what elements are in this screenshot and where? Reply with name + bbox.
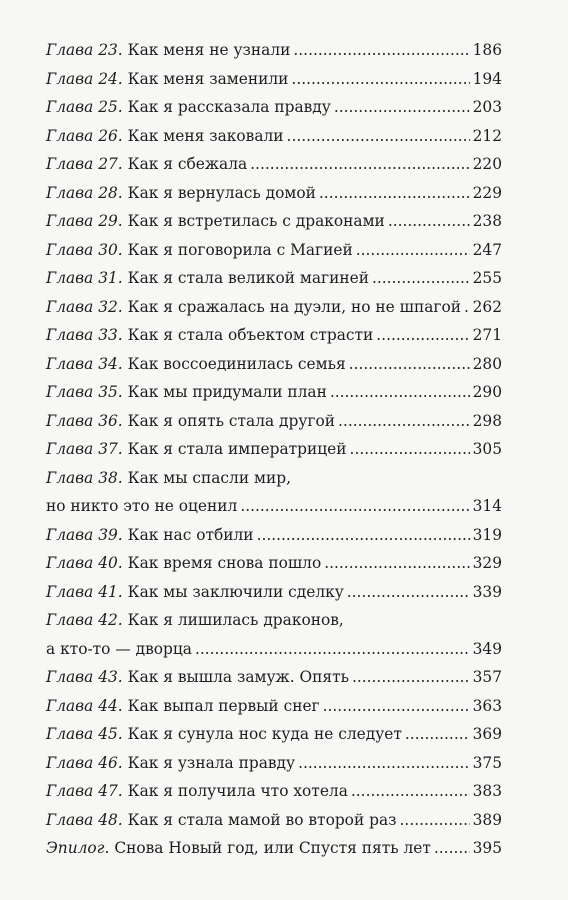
toc-entry <box>46 663 502 692</box>
toc-line <box>46 179 502 208</box>
toc-entry <box>46 578 502 607</box>
toc-line <box>46 834 502 863</box>
chapter-label: Глава 25. <box>46 98 123 116</box>
table-of-contents <box>46 36 502 863</box>
page-number: 339 <box>472 582 502 601</box>
toc-entry <box>46 378 502 407</box>
page-number: 383 <box>472 782 502 800</box>
toc-entry <box>46 692 502 721</box>
toc-line <box>46 321 502 350</box>
dot-leader <box>349 350 470 379</box>
toc-line <box>46 150 502 179</box>
page-number: 314 <box>472 497 502 515</box>
toc-line <box>46 350 502 379</box>
toc-line <box>46 635 502 664</box>
toc-entry <box>46 93 502 122</box>
toc-entry <box>46 606 502 663</box>
dot-leader <box>324 549 469 578</box>
chapter-label: Глава 45. <box>46 725 123 743</box>
toc-line <box>46 65 502 94</box>
chapter-title: Как меня заковали <box>127 126 284 145</box>
toc-entry <box>46 350 502 379</box>
chapter-label: Глава 28. <box>46 183 123 202</box>
toc-line <box>46 549 502 578</box>
chapter-label: Глава 39. <box>46 525 123 544</box>
toc-line <box>46 492 502 521</box>
page-number: 305 <box>472 440 502 458</box>
page-number: 186 <box>472 41 502 59</box>
chapter-title: Как воссоединилась семья <box>127 354 346 373</box>
chapter-label: Глава 36. <box>46 411 123 430</box>
toc-line <box>46 692 502 721</box>
page-number: 363 <box>472 696 502 715</box>
chapter-title: Как я встретилась с драконами <box>127 212 385 230</box>
page-number: 271 <box>472 326 502 344</box>
chapter-title: Как я узнала правду <box>127 753 296 772</box>
page-number: 319 <box>472 525 502 544</box>
chapter-label: Эпилог. <box>46 839 110 857</box>
toc-line <box>46 36 502 65</box>
page-number: 255 <box>472 269 502 287</box>
dot-leader <box>330 378 470 407</box>
chapter-label: Глава 34. <box>46 354 123 373</box>
dot-leader <box>388 207 470 236</box>
chapter-label: Глава 47. <box>46 782 123 800</box>
dot-leader <box>464 293 470 322</box>
dot-leader <box>323 692 470 721</box>
toc-line <box>46 606 502 635</box>
toc-line <box>46 749 502 778</box>
dot-leader <box>434 834 470 863</box>
toc-entry <box>46 65 502 94</box>
chapter-label: Глава 43. <box>46 668 123 686</box>
chapter-title: Как время снова пошло <box>127 554 322 572</box>
dot-leader <box>293 36 469 65</box>
toc-entry <box>46 36 502 65</box>
toc-entry <box>46 321 502 350</box>
page-number: 290 <box>472 383 502 401</box>
dot-leader <box>352 663 470 692</box>
dot-leader <box>291 65 469 94</box>
toc-entry <box>46 806 502 835</box>
toc-line <box>46 122 502 151</box>
dot-leader <box>347 578 470 607</box>
chapter-label: Глава 31. <box>46 269 123 287</box>
page-number: 329 <box>472 554 502 572</box>
chapter-title: а кто-то — дворца <box>46 639 192 658</box>
page-number: 220 <box>472 155 502 173</box>
chapter-label: Глава 30. <box>46 240 123 259</box>
dot-leader <box>356 236 470 265</box>
chapter-label: Глава 23. <box>46 41 123 59</box>
chapter-label: Глава 24. <box>46 69 123 88</box>
toc-line <box>46 236 502 265</box>
toc-entry <box>46 720 502 749</box>
chapter-title: но никто это не оценил <box>46 497 238 515</box>
chapter-label: Глава 35. <box>46 383 123 401</box>
chapter-title: Как мы заключили сделку <box>127 582 344 601</box>
chapter-label: Глава 46. <box>46 753 123 772</box>
chapter-title: Как нас отбили <box>127 525 254 544</box>
toc-entry <box>46 834 502 863</box>
page-number: 357 <box>472 668 502 686</box>
chapter-label: Глава 40. <box>46 554 123 572</box>
chapter-title: Как я сбежала <box>127 155 248 173</box>
page-number: 395 <box>472 839 502 857</box>
toc-entry <box>46 150 502 179</box>
chapter-title: Как я рассказала правду <box>127 98 331 116</box>
chapter-title: Как я стала мамой во второй раз <box>127 810 397 829</box>
chapter-label: Глава 37. <box>46 440 123 458</box>
dot-leader <box>250 150 469 179</box>
toc-entry <box>46 407 502 436</box>
toc-line <box>46 521 502 550</box>
chapter-title: Как я стала великой магиней <box>127 269 369 287</box>
toc-entry <box>46 749 502 778</box>
dot-leader <box>319 179 470 208</box>
dot-leader <box>351 777 470 806</box>
toc-line <box>46 806 502 835</box>
toc-entry <box>46 777 502 806</box>
page-number: 212 <box>472 126 502 145</box>
dot-leader <box>334 93 470 122</box>
page-number: 247 <box>472 240 502 259</box>
dot-leader <box>350 435 470 464</box>
chapter-title: Как я лишилась драконов, <box>127 611 344 629</box>
page-number: 349 <box>472 639 502 658</box>
page-number: 369 <box>472 725 502 743</box>
dot-leader <box>240 492 469 521</box>
chapter-label: Глава 29. <box>46 212 123 230</box>
dot-leader <box>298 749 470 778</box>
dot-leader <box>287 122 470 151</box>
dot-leader <box>376 321 469 350</box>
toc-entry <box>46 435 502 464</box>
toc-entry <box>46 207 502 236</box>
toc-entry <box>46 521 502 550</box>
chapter-title: Как меня заменили <box>127 69 289 88</box>
page-number: 238 <box>472 212 502 230</box>
chapter-title: Как меня не узнали <box>127 41 291 59</box>
chapter-title: Как я вернулась домой <box>127 183 316 202</box>
page-number: 389 <box>472 810 502 829</box>
page-number: 375 <box>472 753 502 772</box>
page-number: 280 <box>472 354 502 373</box>
chapter-label: Глава 42. <box>46 611 123 629</box>
toc-entry <box>46 179 502 208</box>
chapter-label: Глава 44. <box>46 696 123 715</box>
chapter-title: Как выпал первый снег <box>127 696 320 715</box>
chapter-label: Глава 38. <box>46 468 123 487</box>
toc-line <box>46 777 502 806</box>
chapter-label: Глава 33. <box>46 326 123 344</box>
toc-entry <box>46 293 502 322</box>
chapter-title: Как я сунула нос куда не следует <box>127 725 402 743</box>
chapter-label: Глава 26. <box>46 126 123 145</box>
toc-line <box>46 720 502 749</box>
page-number: 194 <box>472 69 502 88</box>
toc-line <box>46 293 502 322</box>
toc-line <box>46 407 502 436</box>
toc-entry <box>46 464 502 521</box>
chapter-title: Снова Новый год, или Спустя пять лет <box>114 839 431 857</box>
toc-line <box>46 464 502 493</box>
toc-line <box>46 435 502 464</box>
chapter-label: Глава 48. <box>46 810 123 829</box>
chapter-title: Как я опять стала другой <box>127 411 336 430</box>
toc-entry <box>46 264 502 293</box>
chapter-label: Глава 27. <box>46 155 123 173</box>
chapter-title: Как мы придумали план <box>127 383 327 401</box>
toc-line <box>46 207 502 236</box>
chapter-title: Как я стала объектом страсти <box>127 326 374 344</box>
chapter-title: Как я поговорила с Магией <box>127 240 353 259</box>
chapter-label: Глава 32. <box>46 297 123 316</box>
dot-leader <box>338 407 470 436</box>
toc-line <box>46 378 502 407</box>
toc-entry <box>46 549 502 578</box>
page-number: 262 <box>472 297 502 316</box>
toc-line <box>46 578 502 607</box>
toc-entry <box>46 236 502 265</box>
chapter-title: Как я получила что хотела <box>127 782 348 800</box>
toc-line <box>46 663 502 692</box>
chapter-title: Как мы спасли мир, <box>127 468 291 487</box>
page-number: 298 <box>472 411 502 430</box>
toc-entry <box>46 122 502 151</box>
chapter-title: Как я сражалась на дуэли, но не шпагой <box>127 297 461 316</box>
chapter-label: Глава 41. <box>46 582 123 601</box>
dot-leader <box>400 806 470 835</box>
dot-leader <box>195 635 470 664</box>
page-number: 229 <box>472 183 502 202</box>
page-number: 203 <box>472 98 502 116</box>
toc-line <box>46 93 502 122</box>
dot-leader <box>257 521 470 550</box>
chapter-title: Как я вышла замуж. Опять <box>127 668 349 686</box>
chapter-title: Как я стала императрицей <box>127 440 347 458</box>
toc-line <box>46 264 502 293</box>
dot-leader <box>405 720 470 749</box>
dot-leader <box>372 264 470 293</box>
